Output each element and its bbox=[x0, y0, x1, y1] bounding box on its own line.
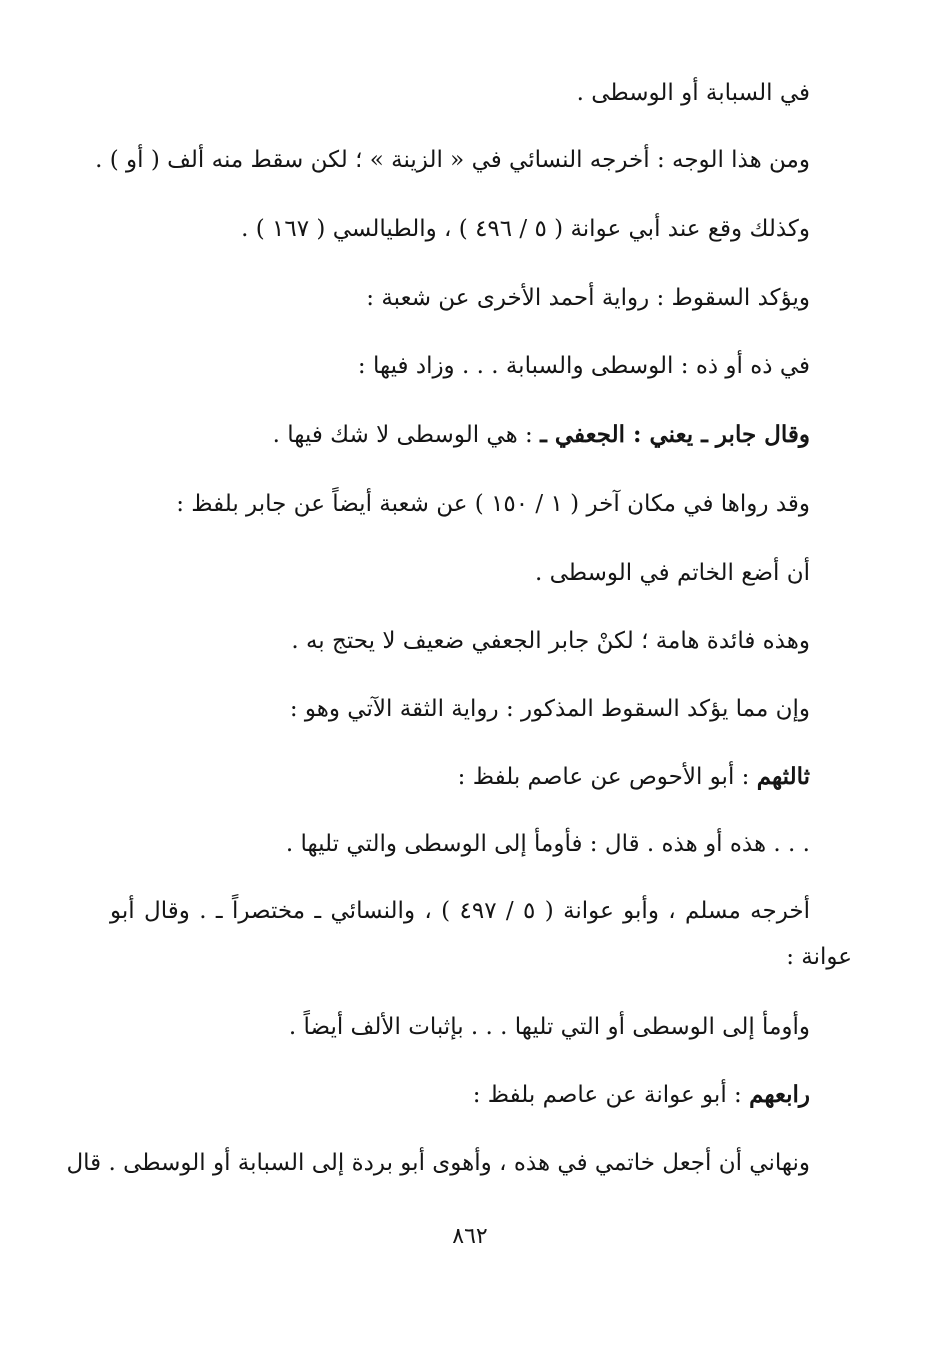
line-text: ويؤكد السقوط : رواية أحمد الأخرى عن شعبة : bbox=[366, 285, 810, 311]
line-text: وإن مما يؤكد السقوط المذكور : رواية الثقة الآتي وهو : bbox=[289, 696, 810, 722]
text-line-14 bbox=[152, 940, 852, 974]
text-line-4 bbox=[110, 281, 810, 315]
section-heading: ثالثهم bbox=[756, 763, 810, 790]
text-line-3 bbox=[110, 212, 810, 246]
line-text: : أبو الأحوص عن عاصم بلفظ : bbox=[457, 764, 757, 790]
section-heading: رابعهم bbox=[749, 1081, 810, 1108]
text-line-7 bbox=[110, 487, 810, 521]
line-text: . . . هذه أو هذه . قال : فأومأ إلى الوسطى والتي تليها . bbox=[285, 831, 810, 857]
line-text: أن أضع الخاتم في الوسطى . bbox=[534, 560, 810, 586]
text-line-1 bbox=[110, 76, 810, 110]
line-text: وكذلك وقع عند أبي عوانة ( ٥ / ٤٩٦ ) ، والطيالسي ( ١٦٧ ) . bbox=[241, 216, 810, 242]
line-text: عوانة : bbox=[786, 944, 852, 970]
text-line-2 bbox=[95, 143, 810, 177]
line-text: أخرجه مسلم ، وأبو عوانة ( ٥ / ٤٩٧ ) ، والنسائي ـ مختصراً ـ . وقال أبو bbox=[110, 898, 810, 924]
text-line-8 bbox=[110, 556, 810, 590]
text-line-11 bbox=[110, 760, 810, 794]
text-line-13 bbox=[110, 894, 810, 928]
text-line-17 bbox=[66, 1146, 810, 1180]
line-text: ونهاني أن أجعل خاتمي في هذه ، وأهوى أبو بردة إلى السبابة أو الوسطى . قال bbox=[66, 1150, 810, 1176]
text-line-16 bbox=[110, 1078, 810, 1112]
line-text: وأومأ إلى الوسطى أو التي تليها . . . بإثبات الألف أيضاً . bbox=[288, 1014, 810, 1040]
line-text: : هي الوسطى لا شك فيها . bbox=[272, 422, 541, 448]
line-text: في السبابة أو الوسطى . bbox=[576, 80, 810, 106]
line-text: في ذه أو ذه : الوسطى والسبابة . . . وزاد فيها : bbox=[357, 353, 810, 379]
line-text: وقد رواها في مكان آخر ( ١ / ١٥٠ ) عن شعبة أيضاً عن جابر بلفظ : bbox=[176, 491, 810, 517]
text-line-10 bbox=[110, 692, 810, 726]
text-line-5 bbox=[110, 349, 810, 383]
text-line-12 bbox=[110, 827, 810, 861]
line-text: : أبو عوانة عن عاصم بلفظ : bbox=[472, 1082, 750, 1108]
line-text: وهذه فائدة هامة ؛ لكنْ جابر الجعفي ضعيف لا يحتج به . bbox=[291, 628, 810, 654]
text-line-6 bbox=[110, 418, 810, 452]
line-text: ومن هذا الوجه : أخرجه النسائي في « الزينة » ؛ لكن سقط منه ألف ( أو ) . bbox=[95, 147, 810, 173]
text-line-9 bbox=[110, 624, 810, 658]
page-number: ٨٦٢ bbox=[452, 1224, 488, 1249]
text-line-15 bbox=[110, 1010, 810, 1044]
bold-phrase: وقال جابر ـ يعني : الجعفي ـ bbox=[540, 421, 810, 448]
